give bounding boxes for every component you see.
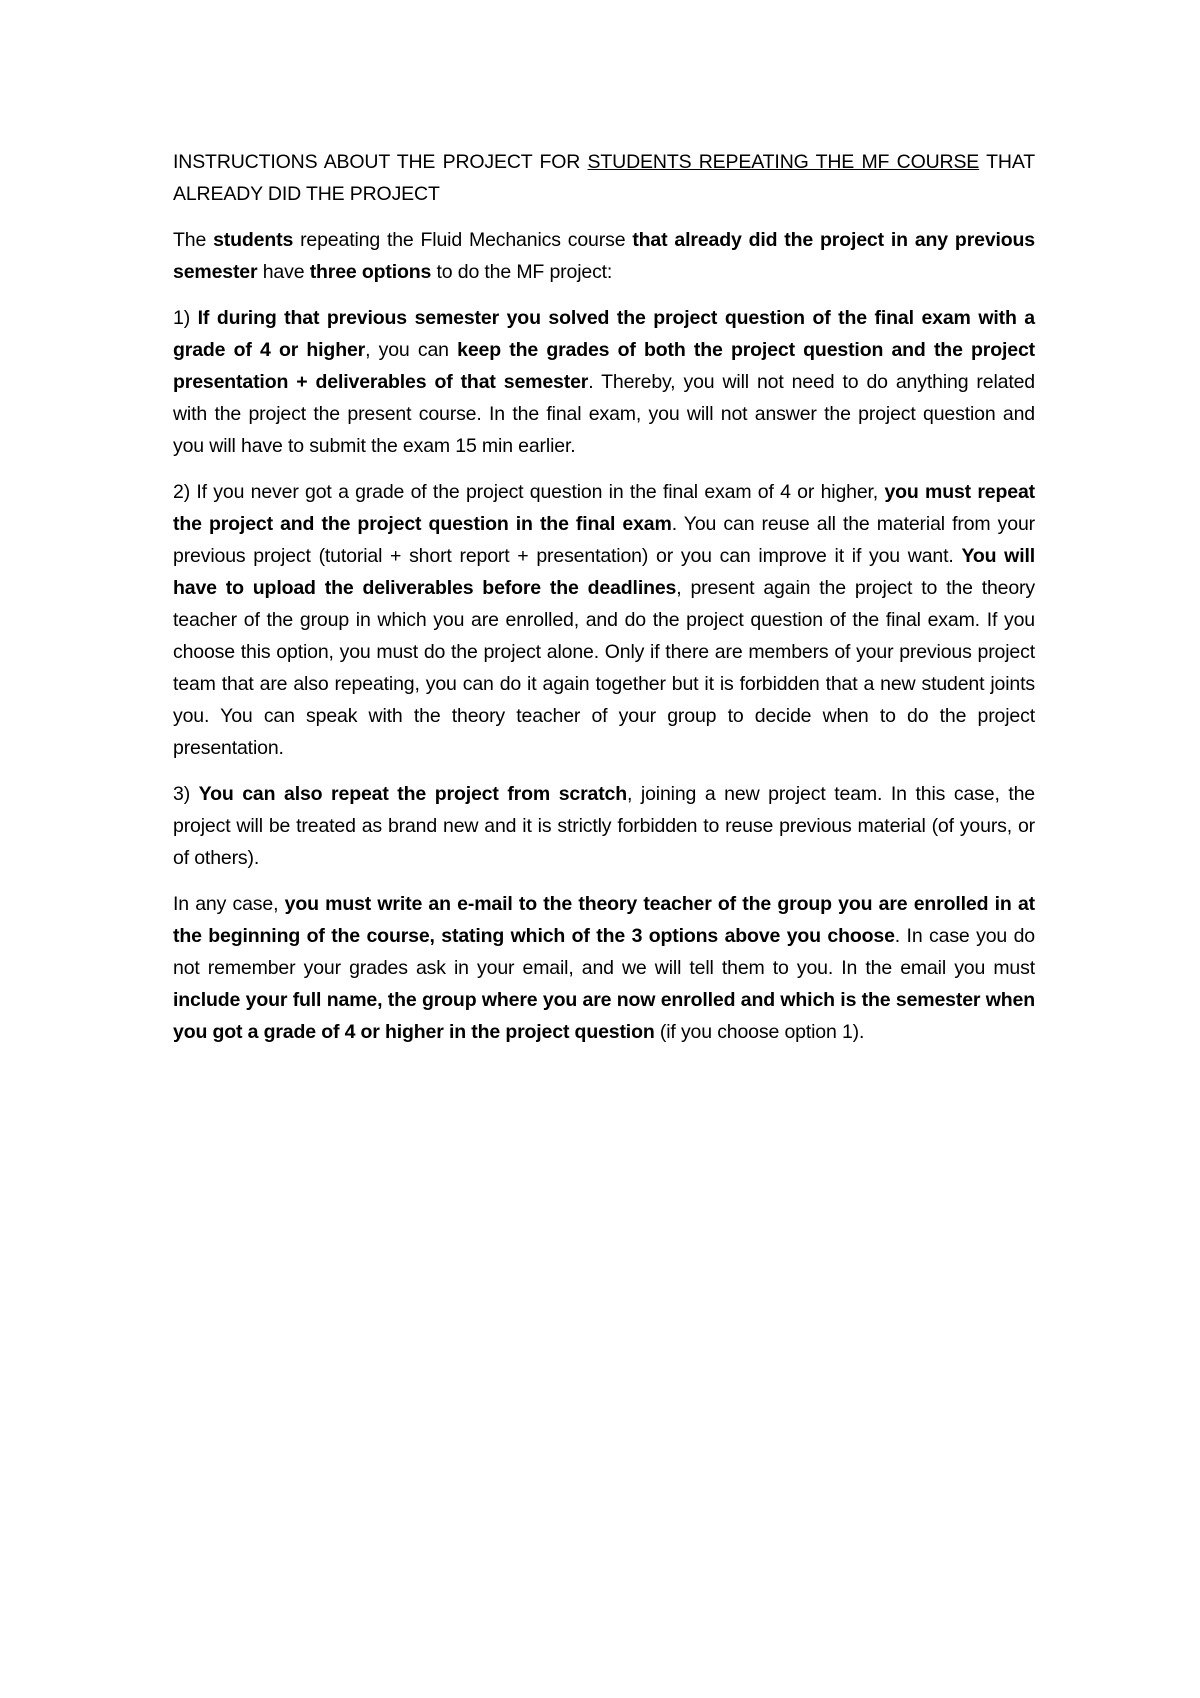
title-underlined-text: STUDENTS REPEATING THE MF COURSE (587, 151, 980, 173)
option-1-text: . Thereby, you will not need to do anything related with the project the present course. In the final exam, you will not answer the project question and you will have to submit the exam 15 min earlier. (173, 371, 1035, 457)
intro-text: have (257, 261, 310, 283)
closing-text: . In case you do not remember your grades ask in your email, and we will tell them to you. In the email you must (173, 925, 1035, 979)
intro-bold: that already did the project in any previous semester (173, 229, 1036, 283)
option-2-paragraph (173, 476, 1035, 764)
option-3-paragraph (173, 778, 1035, 874)
option-1-text: , you can (365, 339, 458, 361)
option-2-text: 2) If you never got a grade of the project question in the final exam of 4 or higher, (173, 481, 885, 503)
option-2-bold: you must repeat the project and the project question in the final exam (173, 481, 1035, 535)
closing-text: (if you choose option 1). (654, 1021, 865, 1043)
option-1-bold: keep the grades of both the project question and the project presentation + deliverables of that semester (173, 339, 1035, 393)
intro-text: to do the MF project: (431, 261, 613, 283)
document-title (173, 146, 1035, 210)
option-2-bold: You will have to upload the deliverables before the deadlines (173, 545, 1036, 599)
option-3-text: , joining a new project team. In this case, the project will be treated as brand new and it is strictly forbidden to reuse previous material (of yours, or of others). (173, 783, 1035, 869)
option-1-bold: If during that previous semester you solved the project question of the final exam with a grade of 4 or higher (173, 307, 1036, 361)
option-2-text: , present again the project to the theory teacher of the group in which you are enrolled, and do the project question of the final exam. If you choose this option, you must do the project alone. Only if there are members of your previous project team that are also repeating, you can do it again together but it is forbidden that a new student joints you. You can speak with the theory teacher of your group to decide when to do the project presentation. (173, 577, 1035, 759)
option-2-text: . You can reuse all the material from your previous project (tutorial + short report + presentation) or you can improve it if you want. (173, 513, 1036, 567)
title-text-end: THAT ALREADY DID THE PROJECT (173, 151, 1035, 205)
intro-text: repeating the Fluid Mechanics course (293, 229, 633, 251)
option-3-text: 3) (173, 783, 199, 805)
intro-bold: students (213, 229, 294, 251)
closing-bold: include your full name, the group where you are now enrolled and which is the semester when you got a grade of 4 or higher in the project question (173, 989, 1035, 1043)
intro-bold: three options (309, 261, 432, 283)
intro-paragraph (173, 224, 1035, 288)
intro-text: The (173, 229, 214, 251)
closing-text: In any case, (173, 893, 285, 915)
option-1-text: 1) (173, 307, 198, 329)
closing-paragraph (173, 888, 1035, 1048)
option-3-bold: You can also repeat the project from scratch (198, 783, 628, 805)
document-body (173, 146, 1035, 1062)
option-1-paragraph (173, 302, 1035, 462)
closing-bold: you must write an e-mail to the theory teacher of the group you are enrolled in at the beginning of the course, stating which of the 3 options above you choose (173, 893, 1035, 947)
title-text: INSTRUCTIONS ABOUT THE PROJECT FOR (173, 151, 588, 173)
